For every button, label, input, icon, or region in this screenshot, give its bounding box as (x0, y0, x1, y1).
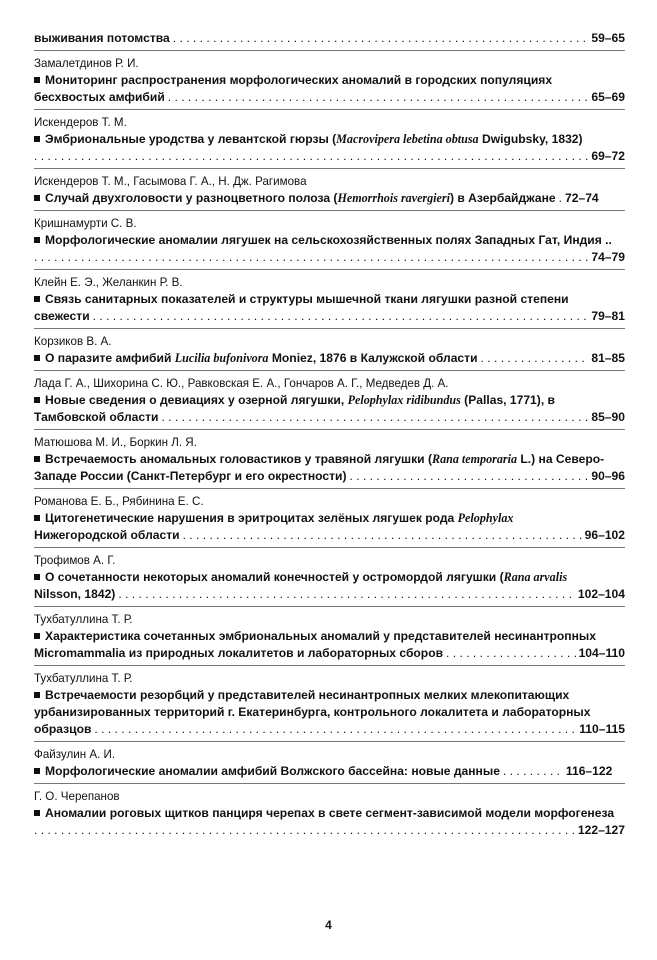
dot-leader (118, 586, 575, 603)
toc-authors: Трофимов А. Г. (34, 554, 116, 567)
toc-authors: Матюшова М. И., Боркин Л. Я. (34, 436, 197, 449)
dot-leader (168, 89, 589, 106)
toc-title-text-after: L.) на Северо- (517, 452, 605, 466)
toc-title-text: Характеристика сочетанных эмбриональных аномалий у представителей несинантропных (45, 629, 596, 643)
square-bullet-icon (34, 768, 40, 774)
toc-entry (34, 169, 625, 211)
toc-title-species: Macrovipera lebetina obtusa (336, 132, 479, 146)
toc-page-range: 81–85 (591, 351, 625, 365)
toc-entry (34, 607, 625, 666)
toc-title-tail: выживания потомства (34, 31, 170, 45)
toc-title-tail: Nilsson, 1842) (34, 587, 116, 601)
toc-entry (34, 211, 625, 270)
page-number: 4 (325, 918, 332, 932)
toc-title (34, 510, 625, 527)
toc-title (34, 131, 625, 148)
toc-leader-line (34, 763, 625, 780)
toc-leader-line (34, 89, 625, 106)
toc-title-text: Встречаемости резорбций у представителей несинантропных мелких млекопитающих (45, 688, 570, 702)
dot-leader (503, 763, 563, 780)
toc-title-tail: О паразите амфибий Lucilia bufonivora Moniez, 1876 в Калужской области (45, 351, 478, 365)
toc-title-text: Аномалии роговых щитков панциря черепах в свете сегмент-зависимой модели морфогенеза (45, 806, 615, 820)
toc-leader-line (34, 527, 625, 544)
toc-page-range: 79–81 (591, 309, 625, 323)
toc-authors: Тухбатуллина Т. Р. (34, 613, 133, 626)
toc-leader-line (34, 350, 625, 367)
toc-title-tail: Тамбовской области (34, 410, 159, 424)
square-bullet-icon (34, 574, 40, 580)
toc-title (34, 232, 625, 249)
toc-authors: Романова Е. Б., Рябинина Е. С. (34, 495, 204, 508)
toc-entry (34, 784, 625, 842)
dot-leader: . (558, 191, 563, 205)
toc-leader-line (34, 468, 625, 485)
toc-page-range: 96–102 (584, 528, 625, 542)
toc-title-text-after: Dwigubsky, 1832) (478, 132, 583, 146)
toc-authors: Г. О. Черепанов (34, 790, 120, 803)
toc-title (34, 72, 625, 89)
dot-leader (34, 822, 575, 839)
toc-page-range: 116–122 (565, 764, 613, 778)
square-bullet-icon (34, 633, 40, 639)
toc-authors: Кришнамурти С. В. (34, 217, 137, 230)
toc-authors: Клейн Е. Э., Желанкин Р. В. (34, 276, 183, 289)
toc-leader-line (34, 190, 625, 207)
toc-authors: Искендеров Т. М. (34, 116, 127, 129)
toc-entry (34, 489, 625, 548)
toc-title-tail: Западе России (Санкт-Петербург и его окрестности) (34, 469, 347, 483)
dot-leader (34, 249, 588, 266)
toc-leader-line (34, 645, 625, 662)
toc-leader-line (34, 822, 625, 839)
toc-entry (34, 110, 625, 169)
dot-leader (94, 721, 576, 738)
toc-title-line-2: урбанизированных территорий г. Екатеринбурга, контрольного локалитета и лабораторных (34, 705, 591, 719)
toc-page-range: 69–72 (591, 149, 625, 163)
square-bullet-icon (34, 136, 40, 142)
toc-page-range: 90–96 (591, 469, 625, 483)
toc-title (34, 451, 625, 468)
toc-entry (34, 371, 625, 430)
toc-title (34, 628, 625, 645)
toc-title-text: Эмбриональные уродства у левантской гюрзы ( (45, 132, 337, 146)
square-bullet-icon (34, 296, 40, 302)
toc-authors: Корзиков В. А. (34, 335, 112, 348)
toc-entry (34, 51, 625, 110)
toc-title-species: Rana arvalis (503, 570, 568, 584)
toc-title-tail: образцов (34, 722, 92, 736)
toc-entry (34, 270, 625, 329)
dot-leader (34, 148, 588, 165)
dot-leader (161, 409, 588, 426)
toc-title-tail: Micromammalia из природных локалитетов и лабораторных сборов (34, 646, 444, 660)
dot-leader (173, 30, 589, 47)
toc-page-range: 102–104 (577, 587, 625, 601)
toc-page-range: 104–110 (578, 646, 625, 660)
dot-leader (446, 645, 576, 662)
toc-page-range: 65–69 (591, 90, 625, 104)
table-of-contents (34, 30, 625, 842)
toc-title-species: Pelophylax (457, 511, 514, 525)
toc-title-text: Встречаемость аномальных головастиков у травяной лягушки ( (45, 452, 433, 466)
toc-title-tail: Случай двухголовости у разноцветного полоза (Hemorrhois ravergieri) в Азербайджане (45, 191, 556, 205)
square-bullet-icon (34, 456, 40, 462)
toc-leader-line (34, 721, 625, 738)
toc-title (34, 569, 625, 586)
toc-title-tail: свежести (34, 309, 90, 323)
toc-entry (34, 430, 625, 489)
dot-leader (350, 468, 589, 485)
toc-title-text: Морфологические аномалии лягушек на сельскохозяйственных полях Западных Гат, Индия .. (45, 233, 612, 247)
square-bullet-icon (34, 515, 40, 521)
toc-leader-line (34, 148, 625, 165)
toc-title-full (34, 190, 556, 207)
toc-title-species: Lucilia bufonivora (174, 351, 269, 365)
toc-title-text: Новые сведения о девиациях у озерной лягушки, (45, 393, 348, 407)
toc-entry (34, 742, 625, 784)
toc-authors: Лада Г. А., Шихорина С. Ю., Равковская Е. А., Гончаров А. Г., Медведев Д. А. (34, 377, 449, 390)
square-bullet-icon (34, 355, 40, 361)
toc-title (34, 687, 625, 704)
toc-title-tail: бесхвостых амфибий (34, 90, 165, 104)
toc-authors: Искендеров Т. М., Гасымова Г. А., Н. Дж. Рагимова (34, 175, 307, 188)
dot-leader (183, 527, 582, 544)
toc-page-range: 74–79 (591, 250, 625, 264)
toc-title-tail: Морфологические аномалии амфибий Волжского бассейна: новые данные (45, 764, 500, 778)
toc-title-species: Pelophylax ridibundus (347, 393, 461, 407)
toc-title-text-after: (Pallas, 1771), в (460, 393, 555, 407)
dot-leader (93, 308, 589, 325)
square-bullet-icon (34, 195, 40, 201)
square-bullet-icon (34, 77, 40, 83)
dot-leader (481, 350, 589, 367)
toc-page-range: 72–74 (565, 191, 599, 205)
toc-title (34, 392, 625, 409)
toc-authors: Тухбатуллина Т. Р. (34, 672, 133, 685)
square-bullet-icon (34, 397, 40, 403)
toc-leader-line (34, 308, 625, 325)
toc-title-text: Цитогенетические нарушения в эритроцитах зелёных лягушек рода (45, 511, 458, 525)
toc-authors: Замалетдинов Р. И. (34, 57, 139, 70)
square-bullet-icon (34, 692, 40, 698)
toc-page-range: 122–127 (577, 823, 625, 837)
toc-leader-line (34, 409, 625, 426)
toc-title-species: Hemorrhois ravergieri (337, 191, 450, 205)
toc-entry (34, 329, 625, 371)
toc-title-text: Связь санитарных показателей и структуры мышечной ткани лягушки разной степени (45, 292, 569, 306)
toc-entry (34, 666, 625, 742)
toc-entry (34, 30, 625, 51)
toc-page-range: 85–90 (591, 410, 625, 424)
toc-title-tail: Нижегородской области (34, 528, 180, 542)
toc-leader-line (34, 249, 625, 266)
toc-title-species: Rana temporaria (432, 452, 518, 466)
toc-title-text: О сочетанности некоторых аномалий конечностей у остромордой лягушки ( (45, 570, 504, 584)
toc-leader-line (34, 586, 625, 603)
toc-title-text: Мониторинг распространения морфологических аномалий в городских популяциях (45, 73, 553, 87)
toc-entry (34, 548, 625, 607)
toc-title (34, 291, 625, 308)
toc-page-range: 59–65 (591, 31, 625, 45)
toc-title-full (34, 350, 478, 367)
square-bullet-icon (34, 810, 40, 816)
square-bullet-icon (34, 237, 40, 243)
toc-title (34, 805, 625, 822)
toc-page-range: 110–115 (579, 722, 625, 736)
toc-title-full (34, 763, 500, 780)
toc-leader-line (34, 30, 625, 47)
toc-authors: Файзулин А. И. (34, 748, 116, 761)
